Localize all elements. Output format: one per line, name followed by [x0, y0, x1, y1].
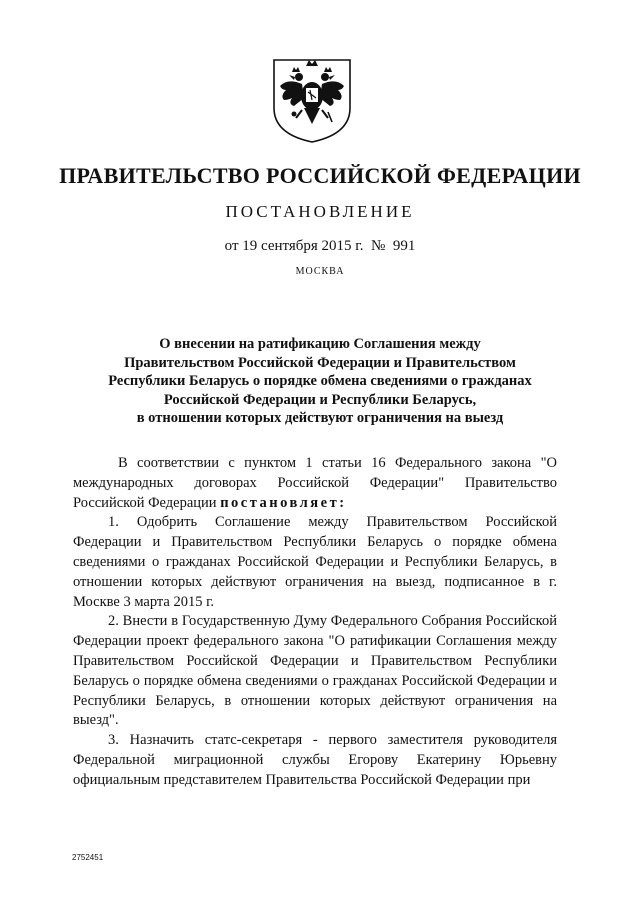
intro-text: В соответствии с пунктом 1 статьи 16 Федерального закона "О международных договорах Российской Федерации" Правительство Российской Федерации — [73, 455, 557, 511]
subject-line: Правительством Российской Федерации и Правительством — [124, 354, 516, 371]
document-code: 2752451 — [72, 853, 104, 862]
document-subject — [70, 335, 570, 428]
decree-word: постановляет: — [220, 494, 347, 511]
subject-line: О внесении на ратификацию Соглашения между — [159, 336, 481, 352]
document-date-number: от 19 сентября 2015 г. № 991 — [224, 238, 416, 254]
subject-line: Республики Беларусь о порядке обмена сведениями о гражданах — [108, 373, 532, 389]
subject-line: Российской Федерации и Республики Беларусь, — [163, 391, 477, 408]
item-paragraph-3: 3. Назначить статс-секретаря - первого заместителя руководителя Федеральной миграционной службы Егорову Екатерину Юрьевну официальным представителем Правительства Российской Федерации при — [73, 732, 557, 788]
document-place: МОСКВА — [295, 266, 345, 277]
emblem-icon — [268, 52, 356, 144]
document-body — [73, 454, 557, 791]
subject-line: в отношении которых действуют ограничения на выезд — [136, 410, 504, 426]
item-paragraph-2: 2. Внести в Государственную Думу Федерального Собрания Российской Федерации проект федерального закона "О ратификации Соглашения между Правительством Российской Федерации и Правительством Республики Беларусь о порядке обмена сведениями о гражданах Российской Федерации и Республики Беларусь, в отношении которых действуют ограничения на выезд". — [73, 613, 557, 729]
government-title: ПРАВИТЕЛЬСТВО РОССИЙСКОЙ ФЕДЕРАЦИИ — [59, 163, 581, 188]
intro-paragraph — [73, 454, 557, 513]
document-type: ПОСТАНОВЛЕНИЕ — [225, 202, 415, 221]
item-paragraph-1: 1. Одобрить Соглашение между Правительством Российской Федерации и Правительством Республики Беларусь о порядке обмена сведениями о гражданах Российской Федерации и Республики Беларусь, в отношении которых действуют ограничения на выезд, подписанное в г. Москве 3 марта 2015 г. — [73, 514, 557, 610]
